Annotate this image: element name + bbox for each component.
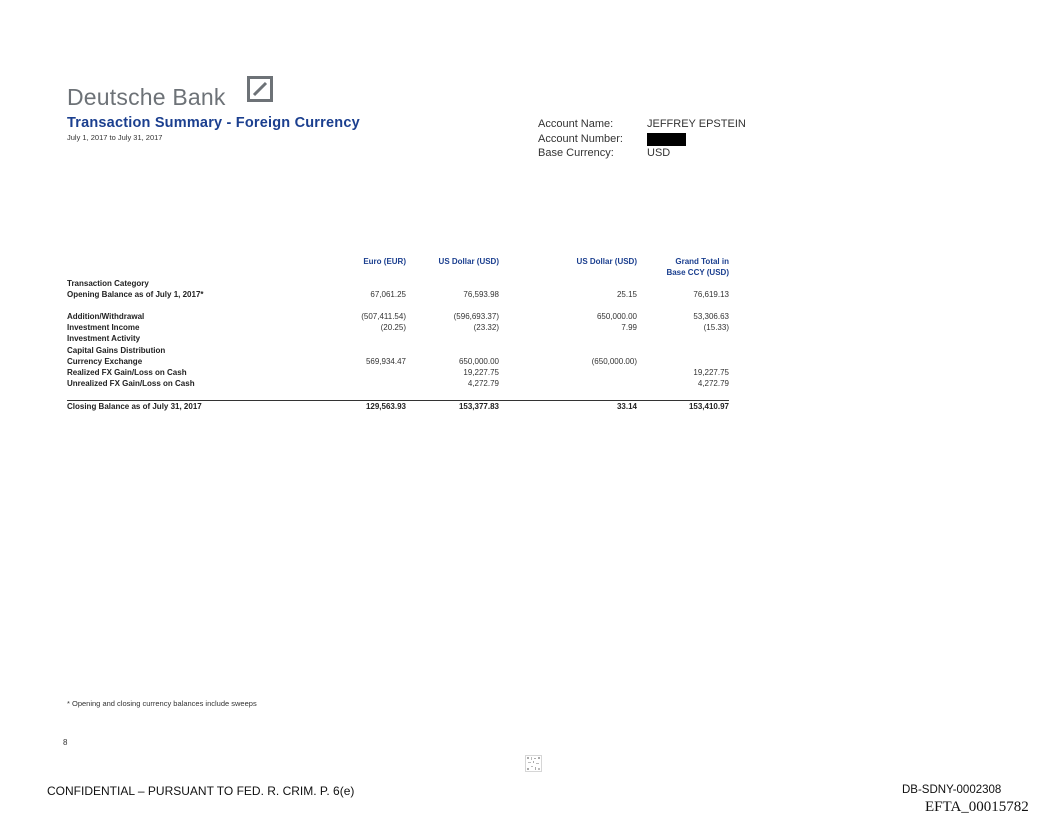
cell-eur: (20.25) <box>380 323 406 332</box>
row-label: Addition/Withdrawal <box>67 312 145 321</box>
cell-usd-2: (650,000.00) <box>591 357 637 366</box>
qr-code-icon <box>525 755 542 772</box>
cell-eur: 67,061.25 <box>370 290 406 299</box>
row-label: Investment Activity <box>67 334 141 343</box>
table-divider <box>67 400 729 401</box>
row-label: Opening Balance as of July 1, 2017* <box>67 290 204 299</box>
column-header-usd-2: US Dollar (USD) <box>576 257 637 266</box>
logo-slash-icon <box>250 79 270 99</box>
base-currency-value: USD <box>647 147 671 159</box>
account-number-row <box>538 132 746 147</box>
base-currency-row <box>538 146 746 161</box>
closing-cell-usd-2: 33.14 <box>616 402 637 411</box>
page-number: 8 <box>63 738 68 747</box>
cell-total: 19,227.75 <box>693 368 729 377</box>
cell-usd: 650,000.00 <box>458 357 499 366</box>
cell-eur: 569,934.47 <box>365 357 406 366</box>
column-header-eur: Euro (EUR) <box>363 257 406 266</box>
cell-usd-2: 7.99 <box>621 323 637 332</box>
transaction-category-header: Transaction Category <box>67 279 149 288</box>
statement-period: July 1, 2017 to July 31, 2017 <box>67 133 163 142</box>
efta-number: EFTA_00015782 <box>925 799 1029 815</box>
cell-usd: 19,227.75 <box>463 368 499 377</box>
closing-cell-eur: 129,563.93 <box>365 402 406 411</box>
account-name-value: JEFFREY EPSTEIN <box>647 118 746 130</box>
account-number-redaction <box>647 132 686 147</box>
deutsche-bank-logo-icon <box>247 76 273 102</box>
brand-name: Deutsche Bank <box>67 84 226 110</box>
account-name-row <box>538 117 746 132</box>
document-title: Transaction Summary - Foreign Currency <box>67 115 360 131</box>
row-label: Realized FX Gain/Loss on Cash <box>67 368 187 377</box>
cell-usd-2: 25.15 <box>616 290 637 299</box>
cell-usd: 4,272.79 <box>467 379 499 388</box>
closing-cell-usd: 153,377.83 <box>458 402 499 411</box>
column-header-usd: US Dollar (USD) <box>438 257 499 266</box>
cell-total: (15.33) <box>703 323 729 332</box>
cell-eur: (507,411.54) <box>361 312 406 321</box>
closing-balance-label: Closing Balance as of July 31, 2017 <box>67 402 202 411</box>
closing-cell-total: 153,410.97 <box>688 402 729 411</box>
row-label: Investment Income <box>67 323 140 332</box>
confidential-notice: CONFIDENTIAL – PURSUANT TO FED. R. CRIM. P. 6(e) <box>47 784 355 798</box>
row-label: Capital Gains Distribution <box>67 346 166 355</box>
row-label: Unrealized FX Gain/Loss on Cash <box>67 379 195 388</box>
footnote: * Opening and closing currency balances include sweeps <box>67 699 257 708</box>
cell-usd: (23.32) <box>473 323 499 332</box>
cell-usd: 76,593.98 <box>463 290 499 299</box>
account-name-label: Account Name: <box>538 118 614 130</box>
cell-total: 76,619.13 <box>693 290 729 299</box>
cell-usd: (596,693.37) <box>453 312 499 321</box>
account-number-label: Account Number: <box>538 132 623 145</box>
cell-usd-2: 650,000.00 <box>596 312 637 321</box>
bates-number: DB-SDNY-0002308 <box>902 784 1002 796</box>
cell-total: 4,272.79 <box>697 379 729 388</box>
column-header-grand-total: Grand Total in <box>675 257 729 266</box>
account-info <box>538 117 746 161</box>
cell-total: 53,306.63 <box>693 312 729 321</box>
base-currency-label: Base Currency: <box>538 147 614 159</box>
row-label: Currency Exchange <box>67 357 143 366</box>
column-header-grand-total-sub: Base CCY (USD) <box>666 268 729 277</box>
